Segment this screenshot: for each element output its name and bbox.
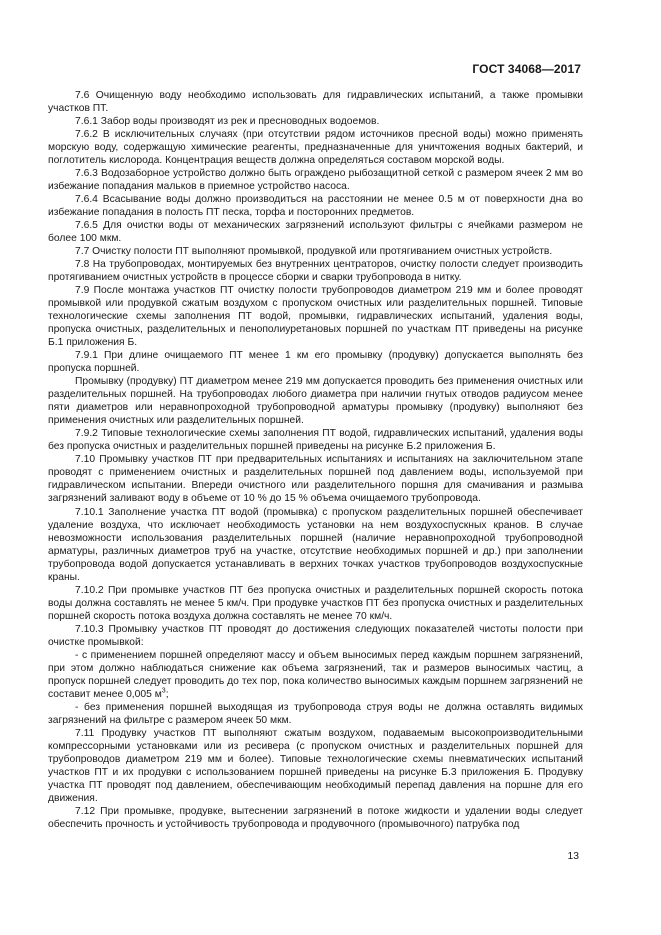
page-number: 13 (567, 851, 579, 862)
paragraph-7-9-1-cont: Промывку (продувку) ПТ диаметром менее 219 мм допускается проводить без применения очистных или разделительных поршней. На трубопроводах любого диаметра при наличии гнутых отводов радиусом менее пяти диаметров или неравнопроходной трубопроводной арматуры промывку (продувку) выполняют без применения очистных или разделительных поршней. (48, 376, 583, 427)
paragraph-7-9: 7.9 После монтажа участков ПТ очистку полости трубопроводов диаметром 219 мм и более проводят промывкой или продувкой сжатым воздухом с пропуском очистных или разделительных поршней. Типовые технологические схемы заполнения ПТ водой, промывки, гидравлических испытаний, удаления воды, пропуска очистных, разделительных и пенополиуретановых поршней по участкам ПТ приведены на рисунке Б.1 приложения Б. (48, 285, 583, 349)
bullet-with-pistons-text: - с применением поршней определяют массу и объем выносимых перед каждым поршнем загрязнений, при этом должно наблюдаться снижение как объема загрязнений, так и размеров выносимых частиц, а пропуск поршней следует проводить до тех пор, пока количество выносимых каждым поршнем загрязнений не составит менее 0,005 м (48, 649, 583, 700)
paragraph-7-12: 7.12 При промывке, продувке, вытеснении загрязнений в потоке жидкости и удалении воды следует обеспечить прочность и устойчивость трубопровода и продувочного (промывочного) патрубка под (48, 805, 583, 830)
paragraph-7-7: 7.7 Очистку полости ПТ выполняют промывкой, продувкой или протягиванием очистных устройств. (75, 246, 553, 258)
paragraph-7-8: 7.8 На трубопроводах, монтируемых без внутренних центраторов, очистку полости следует производить протягиванием очистных устройств в процессе сборки и сварки трубопровода в нитку. (48, 259, 583, 284)
paragraph-7-10: 7.10 Промывку участков ПТ при предварительных испытаниях и испытаниях на заключительном этапе проводят с применением очистных и разделительных поршней под давлением воды, используемой при гидравлическом испытании. Впереди очистного или разделительного поршня для смачивания и размыва загрязнений заливают воду в объеме от 10 % до 15 % объема очищаемого трубопровода. (48, 454, 583, 505)
bullet-with-pistons-end: ; (165, 688, 169, 700)
paragraph-7-6-2: 7.6.2 В исключительных случаях (при отсутствии рядом источников пресной воды) можно применять морскую воду, содержащую химические реагенты, предназначенные для уничтожения водных бактерий, и поглотитель кислорода. Концентрация веществ должна определяться составом морской воды. (48, 129, 583, 167)
document-standard-number: ГОСТ 34068—2017 (472, 62, 581, 76)
paragraph-7-10-1: 7.10.1 Заполнение участка ПТ водой (промывка) с пропуском разделительных поршней обеспечивает удаление воздуха, что исключает необходимость установки на нем воздухоспускных кранов. В случае невозможности использования разделительных поршней (наличие неравнопроходной трубопроводной арматуры, различных диаметров труб на участке, отсутствие необходимых поршней и др.) при заполнении трубопровода водой допускается устанавливать в верхних точках участков трубопроводов воздухоспускные краны. (48, 506, 583, 583)
paragraph-7-9-1: 7.9.1 При длине очищаемого ПТ менее 1 км его промывку (продувку) допускается выполнять без пропуска поршней. (48, 350, 583, 375)
paragraph-7-9-2: 7.9.2 Типовые технологические схемы заполнения ПТ водой, гидравлических испытаний, удаления воды без пропуска очистных и разделительных поршней приведены на рисунке Б.2 приложения Б. (48, 428, 583, 453)
paragraph-7-6-1: 7.6.1 Забор воды производят из рек и пресноводных водоемов. (75, 116, 380, 128)
paragraph-7-11: 7.11 Продувку участков ПТ выполняют сжатым воздухом, подаваемым высокопроизводительными компрессорными установками или из ресивера (с пропуском очистных и разделительных поршней для трубопроводов диаметром 219 мм и более). Типовые технологические схемы пневматических испытаний участков ПТ и их продувки с использованием поршней приведены на рисунке Б.3 приложения Б. Продувку участка ПТ проводят под давлением, обеспечивающим необходимый перепад давления на поршне для его движения. (48, 727, 583, 804)
paragraph-7-6-5: 7.6.5 Для очистки воды от механических загрязнений используют фильтры с ячейками размером не более 100 мкм. (48, 220, 583, 245)
paragraph-7-6-3: 7.6.3 Водозаборное устройство должно быть ограждено рыбозащитной сеткой с размером ячеек 2 мм во избежание попадания мальков в приемное устройство насоса. (48, 168, 583, 193)
paragraph-7-6: 7.6 Очищенную воду необходимо использовать для гидравлических испытаний, а также промывки участков ПТ. (48, 90, 583, 115)
bullet-with-pistons (48, 649, 583, 701)
bullet-without-pistons: - без применения поршней выходящая из трубопровода струя воды не должна оставлять видимых загрязнений на фильтре с размером ячеек 50 мкм. (48, 701, 583, 726)
paragraph-7-10-2: 7.10.2 При промывке участков ПТ без пропуска очистных и разделительных поршней скорость потока воды должна составлять не менее 5 км/ч. При продувке участков ПТ без пропуска очистных и разделительных поршней скорость потока воздуха должна составлять не менее 70 км/ч. (48, 584, 583, 622)
paragraph-7-10-3: 7.10.3 Промывку участков ПТ проводят до достижения следующих показателей чистоты полости при очистке промывкой: (48, 623, 583, 648)
document-body (48, 89, 583, 831)
cubic-superscript: 3 (161, 687, 166, 695)
paragraph-7-6-4: 7.6.4 Всасывание воды должно производиться на расстоянии не менее 0.5 м от поверхности дна во избежание попадания в полость ПТ песка, торфа и посторонних предметов. (48, 194, 583, 219)
